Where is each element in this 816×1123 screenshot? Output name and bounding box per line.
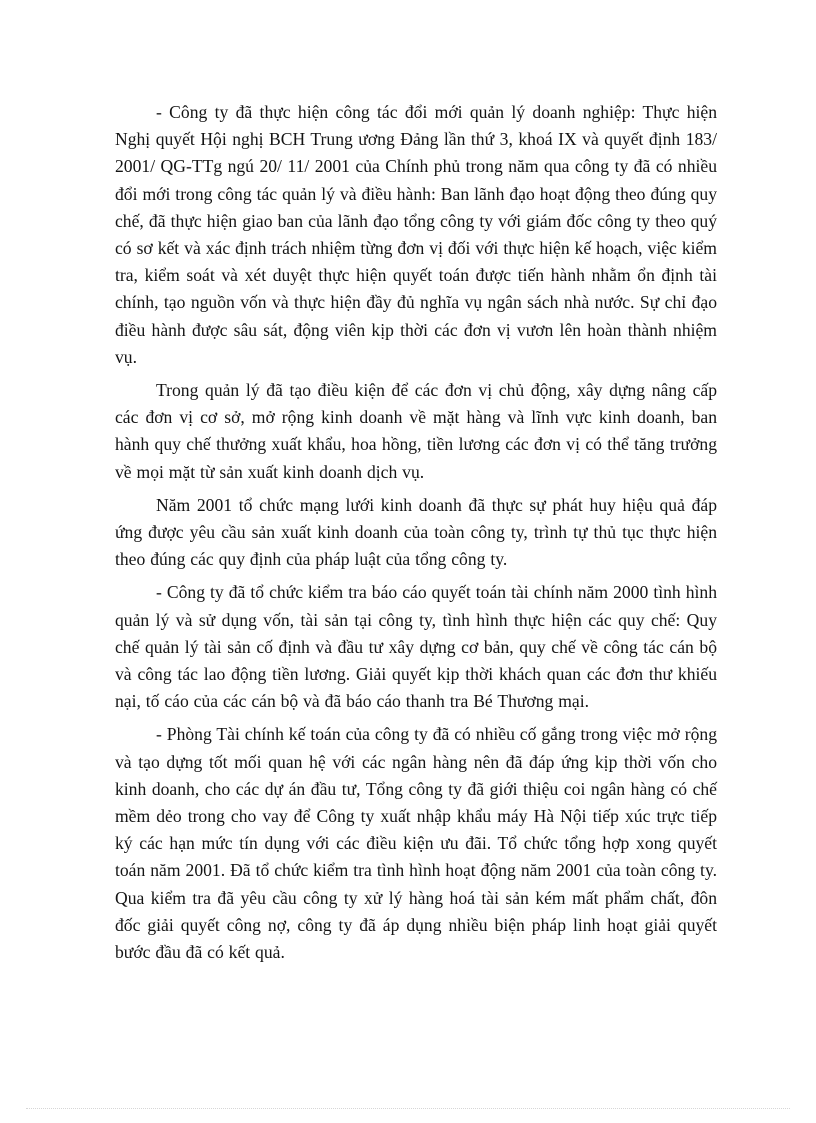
document-body: [115, 99, 717, 972]
paragraph-company-management-reform: - Công ty đã thực hiện công tác đổi mới quản lý doanh nghiệp: Thực hiện Nghị quyết Hội nghị BCH Trung ương Đảng lần thứ 3, khoá IX và quyết định 183/ 2001/ QG-TTg ngú 20/ 11/ 2001 của Chính phủ trong năm qua công ty đã có nhiều đổi mới trong công tác quản lý và điều hành: Ban lãnh đạo hoạt động theo đúng quy chế, đã thực hiện giao ban của lãnh đạo tổng công ty với giám đốc công ty theo quý có sơ kết và xác định trách nhiệm từng đơn vị đối với thực hiện kế hoạch, việc kiểm tra, kiểm soát và xét duyệt thực hiện quyết toán được tiến hành nhằm ổn định tài chính, tạo nguồn vốn và thực hiện đầy đủ nghĩa vụ ngân sách nhà nước. Sự chỉ đạo điều hành được sâu sát, động viên kịp thời các đơn vị vươn lên hoàn thành nhiệm vụ.: [115, 102, 717, 367]
paragraph-finance-accounting-department: - Phòng Tài chính kế toán của công ty đã có nhiều cố gắng trong việc mở rộng và tạo dựng tốt mối quan hệ với các ngân hàng nên đã đáp ứng kịp thời vốn cho kinh doanh, cho các dự án đầu tư, Tổng công ty đã giới thiệu coi ngân hàng có chế mềm dẻo trong cho vay để Công ty xuất nhập khẩu máy Hà Nội tiếp xúc trực tiếp ký các hạn mức tín dụng với các điều kiện ưu đãi. Tổ chức tổng hợp xong quyết toán năm 2001. Đã tổ chức kiểm tra tình hình hoạt động năm 2001 của toàn công ty. Qua kiểm tra đã yêu cầu công ty xử lý hàng hoá tài sản kém mất phẩm chất, đôn đốc giải quyết công nợ, công ty đã áp dụng nhiều biện pháp linh hoạt giải quyết bước đầu đã có kết quả.: [115, 724, 717, 963]
paragraph-business-network-2001: Năm 2001 tổ chức mạng lưới kinh doanh đã thực sự phát huy hiệu quả đáp ứng được yêu cầu sản xuất kinh doanh của toàn công ty, trình tự thủ tục thực hiện theo đúng các quy định của pháp luật của tổng công ty.: [115, 494, 717, 570]
footer-divider: [26, 1108, 790, 1109]
paragraph-management-conditions: Trong quản lý đã tạo điều kiện để các đơn vị chủ động, xây dựng nâng cấp các đơn vị cơ sở, mở rộng kinh doanh về mặt hàng và lĩnh vực kinh doanh, ban hành quy chế thưởng xuất khẩu, hoa hồng, tiền lương các đơn vị có thể tăng trưởng về mọi mặt từ sản xuất kinh doanh dịch vụ.: [115, 380, 717, 482]
paragraph-financial-inspection: - Công ty đã tổ chức kiểm tra báo cáo quyết toán tài chính năm 2000 tình hình quản lý và sử dụng vốn, tài sản tại công ty, tình hình thực hiện các quy chế: Quy chế quản lý tài sản cố định và đầu tư xây dựng cơ bản, quy chế về công tác cán bộ và công tác lao động tiền lương. Giải quyết kịp thời khách quan các đơn thư khiếu nại, tố cáo của các cán bộ và đã báo cáo thanh tra Bé Thương mại.: [115, 582, 717, 712]
